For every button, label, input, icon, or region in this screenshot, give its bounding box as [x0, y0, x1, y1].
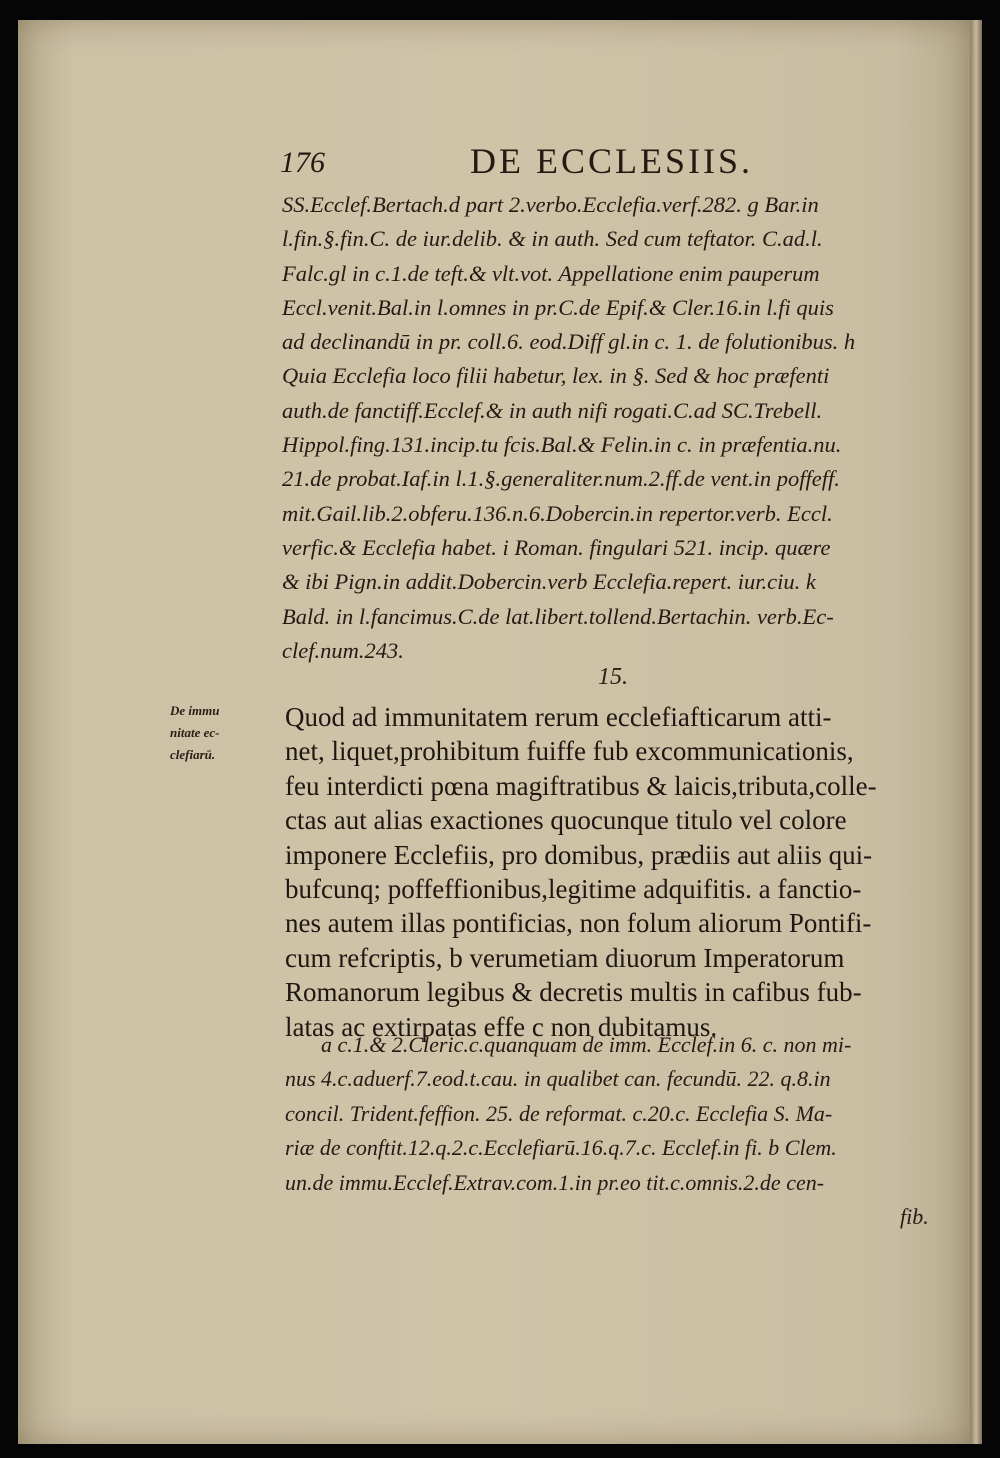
footnote-block-continued [282, 188, 962, 668]
ref-line: a c.1.& 2.Cleric.c.quanquam de imm. Ecclef.in 6. c. non mi- [321, 1032, 852, 1057]
note-line: ad declinandū in pr. coll.6. eod.Diff gl.in c. 1. de folutionibus. h [282, 329, 856, 355]
body-line: Romanorum legibus & decretis multis in cafibus fub- [285, 977, 862, 1008]
margin-note-line: De immu [170, 703, 220, 718]
body-line: ctas aut alias exactiones quocunque titulo vel colore [285, 805, 847, 836]
margin-note-line: clefiarū. [170, 747, 216, 762]
body-line: Quod ad immunitatem rerum ecclefiafticarum atti- [285, 702, 832, 732]
margin-note [170, 700, 280, 766]
body-line: net, liquet,prohibitum fuiffe fub excommunicationis, [285, 736, 854, 767]
body-line: nes autem illas pontificias, non folum aliorum Pontifi- [285, 908, 872, 939]
note-line: Falc.gl in c.1.de teft.& vlt.vot. Appellatione enim pauperum [282, 260, 820, 286]
note-line: SS.Ecclef.Bertach.d part 2.verbo.Ecclefia.verf.282. g Bar.in [282, 192, 819, 217]
note-line: auth.de fanctiff.Ecclef.& in auth nifi rogati.C.ad SC.Trebell. [282, 397, 823, 423]
footnote-block [285, 1028, 965, 1234]
main-text [285, 700, 965, 1044]
ref-line: nus 4.c.aduerf.7.eod.t.cau. in qualibet can. fecundū. 22. q.8.in [285, 1066, 831, 1092]
ref-line: riæ de conftit.12.q.2.c.Ecclefiarū.16.q.7.c. Ecclef.in fi. b Clem. [285, 1135, 837, 1161]
body-line: latas ac extirpatas effe c non dubitamus. [285, 1011, 718, 1042]
ref-line: fib. [900, 1203, 929, 1229]
margin-note-line: nitate ec- [170, 725, 220, 740]
note-line: verfic.& Ecclefia habet. i Roman. fingulari 521. incip. quære [282, 534, 831, 560]
ref-line: concil. Trident.feffion. 25. de reformat. c.20.c. Ecclefia S. Ma- [285, 1100, 833, 1126]
body-line: feu interdicti pœna magiftratibus & laicis,tributa,colle- [285, 770, 877, 801]
note-line: 21.de probat.Iaf.in l.1.§.generaliter.num.2.ff.de vent.in poffeff. [282, 466, 840, 492]
page-header [270, 140, 950, 188]
note-line: & ibi Pign.in addit.Dobercin.verb Ecclefia.repert. iur.ciu. k [282, 569, 816, 595]
note-line: Hippol.fing.131.incip.tu fcis.Bal.& Felin.in c. in præfentia.nu. [282, 432, 842, 458]
note-line: mit.Gail.lib.2.obferu.136.n.6.Dobercin.in repertor.verb. Eccl. [282, 500, 833, 526]
section-number: 15. [598, 664, 628, 690]
note-line: Bald. in l.fancimus.C.de lat.libert.tollend.Bertachin. verb.Ec- [282, 603, 834, 629]
ref-line: un.de immu.Ecclef.Extrav.com.1.in pr.eo tit.c.omnis.2.de cen- [285, 1169, 825, 1195]
body-line: cum refcriptis, b verumetiam diuorum Imperatorum [285, 942, 845, 973]
note-line: clef.num.243. [282, 637, 404, 663]
note-line: Eccl.venit.Bal.in l.omnes in pr.C.de Epif.& Cler.16.in l.fi quis [282, 294, 834, 320]
body-line: bufcunq; poffeffionibus,legitime adquifitis. a fanctio- [285, 873, 862, 904]
page-number: 176 [280, 146, 325, 179]
note-line: Quia Ecclefia loco filii habetur, lex. in §. Sed & hoc præfenti [282, 363, 830, 389]
body-line: imponere Ecclefiis, pro domibus, prædiis aut aliis qui- [285, 839, 873, 870]
page-edge [970, 20, 982, 1444]
note-line: l.fin.§.fin.C. de iur.delib. & in auth. Sed cum teftator. C.ad.l. [282, 226, 823, 252]
running-head: DE ECCLESIIS. [470, 141, 754, 181]
